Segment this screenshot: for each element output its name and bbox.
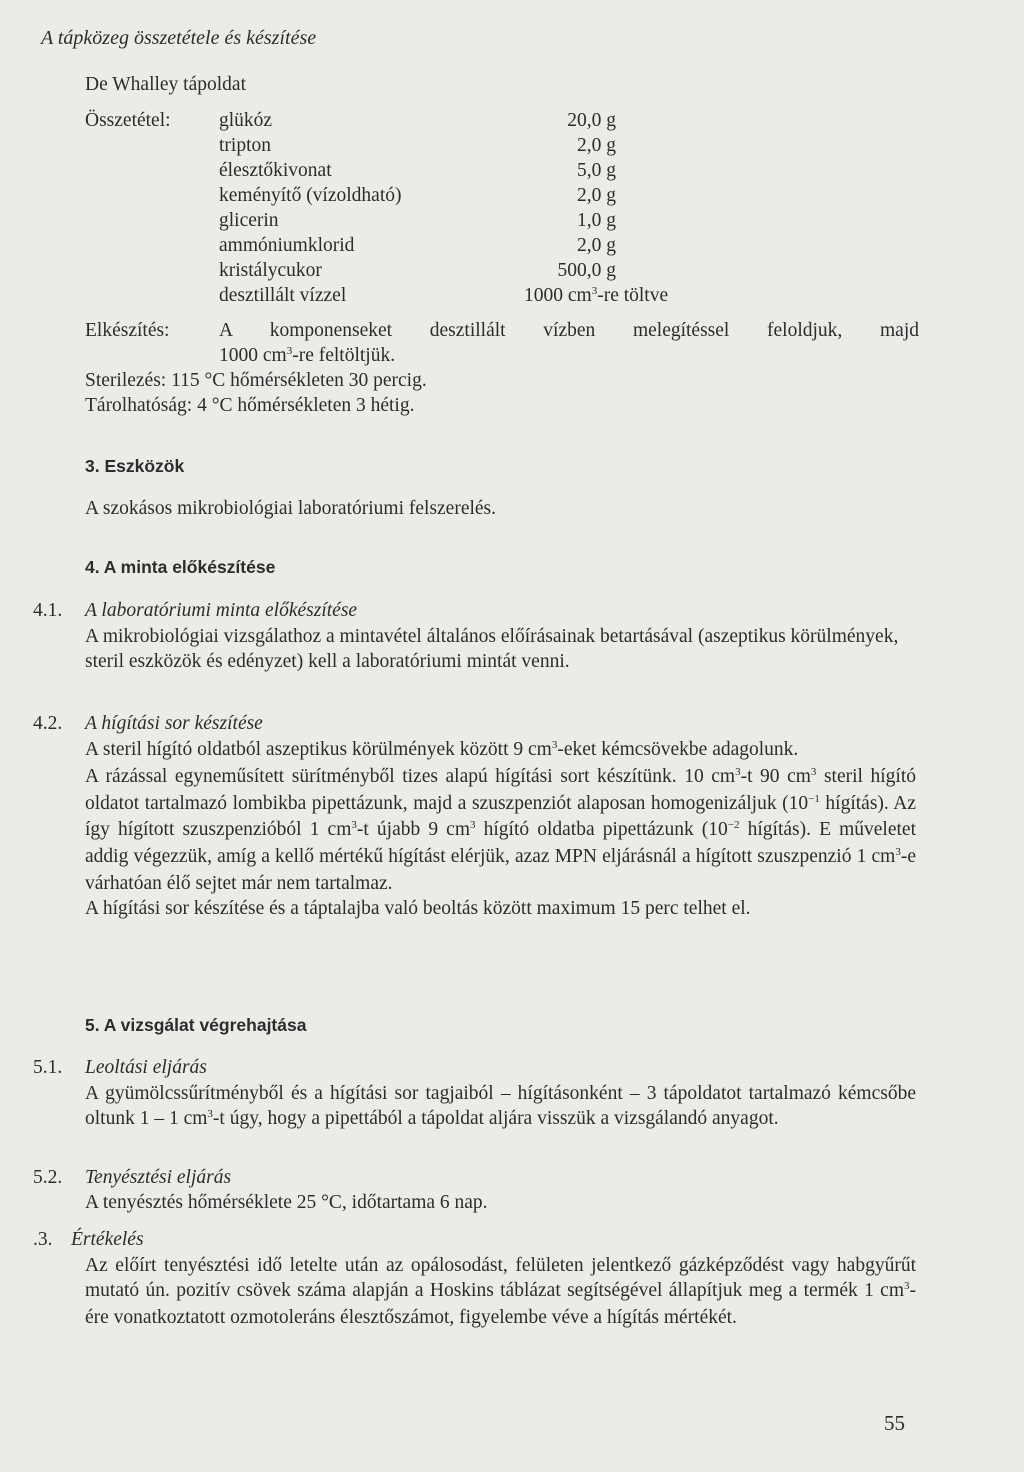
section-4-2-text: [85, 738, 916, 922]
section-3-heading: 3. Eszközök: [85, 456, 185, 476]
ingredient-name: ammóniumklorid: [219, 235, 355, 256]
section-4-heading: 4. A minta előkészítése: [85, 557, 276, 577]
section-5-1-title: Leoltási eljárás: [85, 1057, 207, 1078]
section-5-3-title: Értékelés: [71, 1229, 144, 1250]
section-4-2-title: A hígítási sor készítése: [85, 713, 263, 734]
ingredient-amount: 2,0 g: [577, 135, 616, 156]
section-4-2-paragraph-1: A steril hígító oldatból aszeptikus körülmények között 9 $cm^3$-eket kémcsövekbe adagolunk.: [85, 739, 799, 760]
ingredient-name: glicerin: [219, 210, 279, 231]
ingredient-amount: 20,0 g: [567, 110, 616, 131]
section-4-2-paragraph-2: A rázással egyneműsített sürítményből tizes alapú hígítási sort készítünk. 10 $cm^3-t$ 90 $cm^3$ steril hígító oldatot tartalmazó lombikba pipettázunk, majd a szuszpenziót alaposan homogenizáljuk ($10^{-1}$ hígítás). Az így hígított szuszpenzióból 1 $cm^3-t$ újabb 9 $cm^3$ hígító oldatba pipettázunk ($10^{-2}$ hígítás). E műveletet addig végezzük, amíg a kellő mértékű hígítást elérjük, azaz MPN eljárásnál a hígított szuszpenzió 1 $cm^3-e$ várhatóan élő sejtet már nem tartalmaz.: [85, 765, 917, 894]
preparation-line-2: 1000 $cm^3-re$ feltöltjük.: [219, 345, 396, 366]
preparation-label: Elkészítés:: [85, 320, 170, 341]
section-5-2-number: 5.2.: [33, 1167, 63, 1188]
ingredient-amount: 2,0 g: [577, 185, 616, 206]
ingredient-amount: 5,0 g: [577, 160, 616, 181]
section-4-2-number: 4.2.: [33, 713, 63, 734]
ingredient-amount: 500,0 g: [557, 260, 616, 281]
section-4-1-number: 4.1.: [33, 600, 63, 621]
ingredient-amount: 2,0 g: [577, 235, 616, 256]
section-4-2-paragraph-3: A hígítási sor készítése és a táptalajba való beoltás között maximum 15 perc telhet el.: [85, 897, 751, 919]
ingredient-name: glükóz: [219, 110, 273, 131]
section-5-3-text: Az előírt tenyésztési idő letelte után az opálosodást, felületen jelentkező gázképződést vagy habgyűrűt mutató ún. pozitív csövek száma alapján a Hoskins táblázat segítségével állapítjuk meg a termék 1 $cm^3$-ére vonatkoztatott ozmotoleráns élesztőszámot, figyelembe véve a hígítás mértékét.: [85, 1255, 916, 1328]
ingredient-name: keményítő (vízoldható): [219, 185, 402, 206]
section-4-1-text: A mikrobiológiai vizsgálathoz a mintavétel általános előírásainak betartásával (aszeptikus körülmények, steril eszközök és edényzet) kell a laboratóriumi mintát venni.: [85, 626, 899, 672]
storage-text: Tárolhatóság: 4 °C hőmérsékleten 3 hétig.: [85, 395, 415, 416]
section-5-1-number: 5.1.: [33, 1057, 63, 1078]
ingredient-name: desztillált vízzel: [219, 285, 347, 306]
section-5-heading: 5. A vizsgálat végrehajtása: [85, 1015, 307, 1035]
ingredient-name: kristálycukor: [219, 260, 322, 281]
section-5-1-text: A gyümölcssűrítményből és a hígítási sor tagjaiból – hígításonként – 3 tápoldatot tartalmazó kémcsőbe oltunk 1 – 1 $cm^3-t$ úgy, hogy a pipettából a tápoldat aljára visszük a vizsgálandó anyagot.: [85, 1083, 916, 1129]
sterilization-text: Sterilezés: 115 °C hőmérsékleten 30 percig.: [85, 370, 427, 391]
section-3-text: A szokásos mikrobiológiai laboratóriumi felszerelés.: [85, 498, 497, 519]
ingredient-name: tripton: [219, 135, 271, 156]
section-5-2-title: Tenyésztési eljárás: [85, 1167, 232, 1188]
running-header: A tápközeg összetétele és készítése: [41, 27, 317, 49]
ingredient-name: élesztőkivonat: [219, 160, 332, 181]
medium-name: De Whalley tápoldat: [85, 74, 246, 95]
preparation-line-1: A komponenseket desztillált vízben melegítéssel feloldjuk, majd: [219, 320, 919, 341]
composition-label: Összetétel:: [85, 110, 171, 131]
section-5-3-number: .3.: [33, 1229, 53, 1250]
ingredient-amount: 1,0 g: [577, 210, 616, 231]
section-5-2-text: A tenyésztés hőmérséklete 25 °C, időtartama 6 nap.: [85, 1192, 488, 1213]
ingredient-amount: 1000 $cm^3-re$ töltve: [524, 285, 669, 306]
page-number: 55: [884, 1411, 905, 1435]
section-4-1-title: A laboratóriumi minta előkészítése: [85, 600, 358, 621]
